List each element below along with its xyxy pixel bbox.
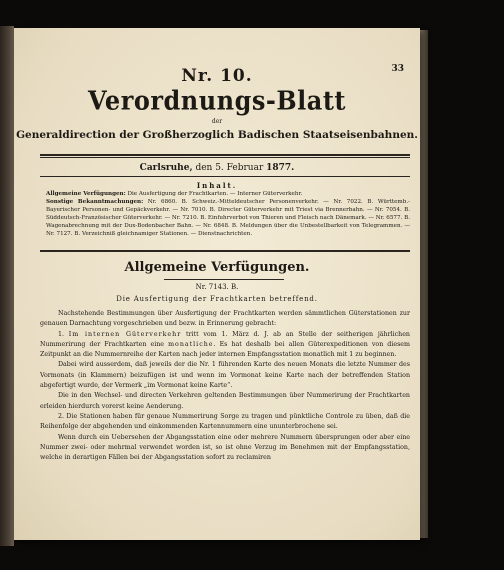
table-of-contents: [40, 191, 410, 238]
paragraph-2-monthly: monatliche: [168, 340, 214, 348]
date-year: 1877.: [266, 163, 295, 173]
date-place: Carlsruhe,: [139, 163, 193, 173]
title-connector: der: [211, 118, 223, 125]
paragraph-2-rest: . Es hat deshalb bei allen Güterexpeditionen von diesem Zeitpunkt an die Nummernreihe der Karten nach jeder internen Empfangsstation monatlich mit 1 zu beginnen.: [40, 340, 411, 359]
toc-general-text: Die Ausfertigung der Frachtkarten. — Interner Güterverkehr.: [125, 191, 303, 197]
document-page: [14, 28, 420, 540]
header-rule-inner: [40, 157, 410, 158]
body-text: [40, 309, 410, 463]
paragraph-6: Wenn durch ein Uebersehen der Abgangsstation eine oder mehrere Nummern übersprungen oder aber eine Nummer zwei- oder mehrmal verwendet worden ist, so ist ohne Verzug im Benehmen mit der Empfangsstation, welche in derartigen Fällen bei der Abgangsstation sofort zu reclamiren: [40, 433, 410, 462]
contents-rule: [40, 250, 410, 252]
paragraph-5: 2. Die Stationen haben für genaue Nummerirung Sorge zu tragen und pünktliche Controle zu üben, daß die Reihenfolge der abgehenden und einkommenden Kartennummern eine ununterbrochene sei.: [40, 412, 410, 431]
issuer-line: Generaldirection der Großherzoglich Badischen Staatseisenbahnen.: [16, 129, 418, 141]
paragraph-2-emphasis: Im internen Güterverkehr: [68, 330, 182, 338]
header-rule-top: [40, 154, 410, 156]
page-number: 33: [391, 64, 404, 74]
section-number: Nr. 7143. B.: [195, 283, 239, 291]
paragraph-2-number: 1.: [58, 330, 69, 338]
date-rule: [40, 176, 410, 177]
page-edge: [420, 30, 428, 538]
paragraph-2-text: tritt vom 1. März d. J. ab an Stelle der seitherigen jährlichen Nummerirung der Frachtkarten eine: [40, 330, 410, 348]
toc-general: [40, 191, 410, 199]
paragraph-4: Die in den Wechsel- und directen Verkehren geltenden Bestimmungen über Nummerirung der Frachtkarten erleiden hierdurch vorerst keine Aenderung.: [40, 392, 410, 410]
toc-other-text: Nr. 6860. B. Schweiz.-Mitteldeutscher Personenverkehr. — Nr. 7022. B. Württemb.-Bayerischer Personen- und Gepäckverkehr. — Nr. 7010. B. Directer Güterverkehr mit Triest via Brennerbahn. — Nr. 7054. B. Süddeutsch-Französischer Güterverkehr. — Nr. 7210. B. Einfuhrverbot von Thieren und Fleisch nach Dänemark. — Nr. 6577. B. Wagenabrechnung mit der Dux-Bodenbacher Bahn. — Nr. 6848. B. Meldungen über die Unbestellbarkeit von Telegrammen. — Nr. 7127. B. Verzeichniß gleichnamiger Stationen. — Dienstnachrichten.: [46, 198, 410, 237]
section-rule: [164, 279, 284, 280]
date-line: [14, 163, 420, 173]
toc-general-label: Allgemeine Verfügungen:: [46, 191, 126, 197]
book-spine: [0, 26, 14, 546]
paragraph-3: Dabei wird ausserdem, daß jeweils der die Nr. 1 führenden Karte des neuen Monats die letzte Nummer des Vormonats (in Klammern) beizufügen ist und wenn im Vormonat keine Karte nach der betreffenden Station abgefertigt wurde, der Vermerk „im Vormonat keine Karte“.: [40, 361, 410, 390]
toc-other-label: Sonstige Bekanntmachungen:: [46, 198, 144, 205]
toc-other: [40, 199, 410, 239]
contents-heading: Inhalt.: [196, 181, 238, 190]
date-text: den 5. Februar: [192, 163, 267, 173]
paragraph-1: Nachstehende Bestimmungen über Ausfertigung der Frachtkarten werden sämmtlichen Güterstationen zur genauen Darnachtung vorgeschrieben und bezw. in Erinnerung gebracht:: [40, 310, 410, 328]
section-subtitle: Die Ausfertigung der Frachtkarten betreffend.: [116, 295, 318, 303]
section-title: Allgemeine Verfügungen.: [124, 260, 310, 275]
paragraph-2: [40, 330, 410, 361]
document-title: Verordnungs-Blatt: [88, 84, 346, 117]
issue-number: Nr. 10.: [181, 66, 253, 86]
